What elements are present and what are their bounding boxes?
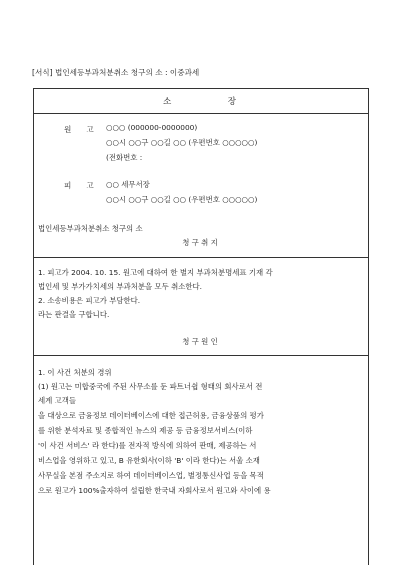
claim-purpose-line-1: 1. 피고가 2004. 10. 15. 원고에 대하여 한 별지 부과처분명세표 기재 각 <box>38 268 273 277</box>
plaintiff-address: ○○시 ○○구 ○○길 ○○ (우편번호 ○○○○○) <box>106 138 258 147</box>
plaintiff-label: 원 고 <box>64 125 94 134</box>
document-label: [서식] 법인세등부과처분취소 청구의 소 : 이중과세 <box>32 68 200 77</box>
claim-cause-line-5: 를 위한 분석자료 및 종합적인 뉴스의 제공 등 금융정보서비스(이하 <box>38 426 253 435</box>
claim-cause-line-2: (1) 원고는 미합중국에 주된 사무소를 둔 파트너쉽 형태의 회사로서 전 <box>38 382 263 391</box>
plaintiff-phone: (전화번호 : <box>106 153 143 162</box>
defendant-label: 피 고 <box>64 181 94 190</box>
claim-cause-line-6: '이 사건 서비스' 라 한다)를 전자적 방식에 의하여 판매, 제공하는 서 <box>38 441 257 450</box>
defendant-name: ○○ 세무서장 <box>106 180 150 189</box>
claim-cause-line-4: 을 대상으로 금융정보 데이터베이스에 대한 접근허용, 금융상품의 평가 <box>38 411 264 420</box>
claim-purpose-divider <box>33 257 369 258</box>
claim-cause-divider <box>33 355 369 356</box>
claim-cause-line-1: 1. 이 사건 처분의 경위 <box>38 368 112 377</box>
claim-purpose-line-2: 법인세 및 부가가치세의 부과처분을 모두 취소한다. <box>38 282 203 291</box>
claim-cause-line-8: 사무실을 본점 주소지로 하여 데이터베이스업, 별정통신사업 등을 목적 <box>38 471 264 480</box>
title-divider <box>33 113 369 114</box>
claim-cause-heading: 청 구 원 인 <box>182 337 218 346</box>
case-name: 법인세등부과처분취소 청구의 소 <box>38 224 143 233</box>
claim-purpose-line-4: 라는 판결을 구합니다. <box>38 310 110 319</box>
title-char-2: 장 <box>227 97 238 107</box>
claim-purpose-heading: 청 구 취 지 <box>182 238 218 247</box>
title-char-1: 소 <box>162 97 173 107</box>
claim-cause-line-3: 세계 고객들 <box>38 396 77 405</box>
defendant-address: ○○시 ○○구 ○○길 ○○ (우편번호 ○○○○○) <box>106 195 258 204</box>
claim-cause-line-9: 으로 원고가 100%출자하여 설립한 한국내 자회사로서 원고와 사이에 용 <box>38 486 271 495</box>
plaintiff-name: ○○○ (000000-0000000) <box>106 123 198 132</box>
complaint-title <box>0 95 400 107</box>
claim-cause-line-7: 비스업을 영위하고 있고, B 유한회사(이하 'B' 이라 한다)는 서울 소재 <box>38 456 260 465</box>
claim-purpose-line-3: 2. 소송비용은 피고가 부담한다. <box>38 296 141 305</box>
